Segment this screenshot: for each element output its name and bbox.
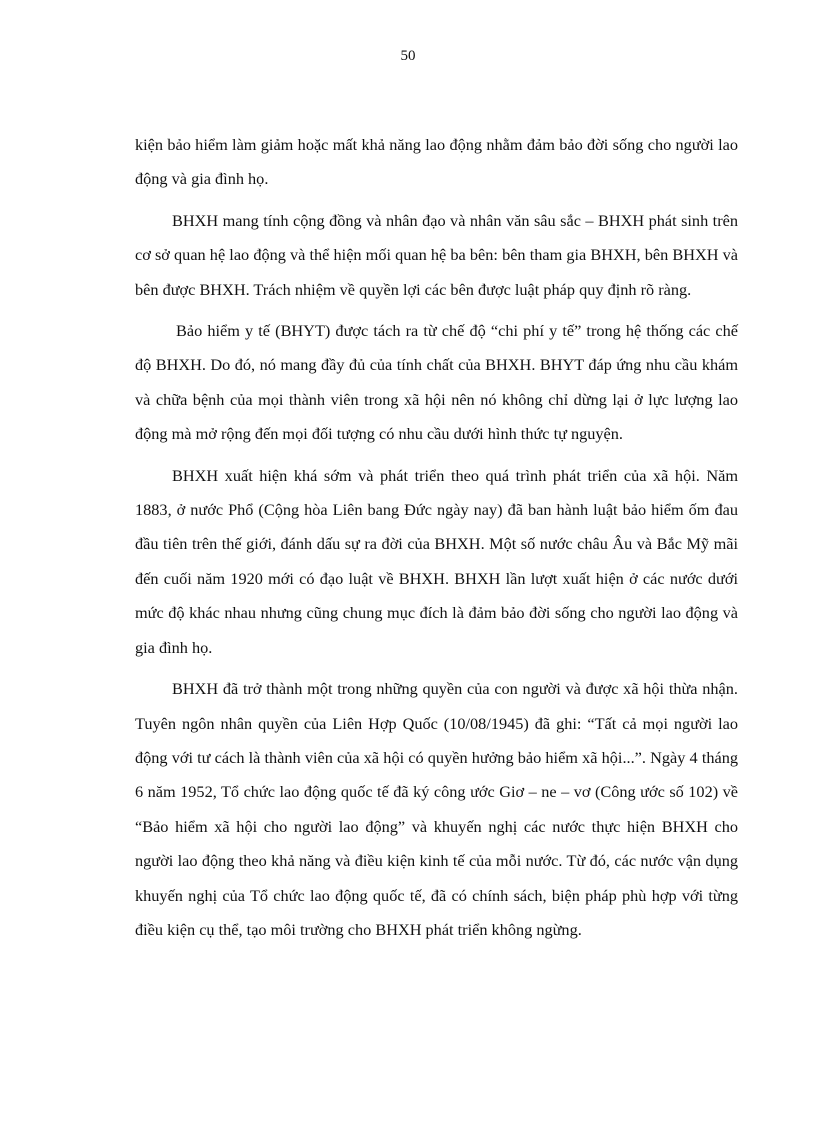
- paragraph-bhyt: Bảo hiểm y tế (BHYT) được tách ra từ chế độ “chi phí y tế” trong hệ thống các chế độ BHXH. Do đó, nó mang đầy đủ của tính chất của BHXH. BHYT đáp ứng nhu cầu khám và chữa bệnh của mọi thành viên trong xã hội nên nó không chỉ dừng lại ở lực lượng lao động mà mở rộng đến mọi đối tượng có nhu cầu dưới hình thức tự nguyện.: [135, 321, 738, 444]
- paragraph-continued: kiện bảo hiểm làm giảm hoặc mất khả năng lao động nhằm đảm bảo đời sống cho người lao động và gia đình họ.: [135, 135, 738, 189]
- page-number: 50: [400, 48, 416, 64]
- paragraph-bhxh-community: BHXH mang tính cộng đồng và nhân đạo và nhân văn sâu sắc – BHXH phát sinh trên cơ sở quan hệ lao động và thể hiện mối quan hệ ba bên: bên tham gia BHXH, bên BHXH và bên được BHXH. Trách nhiệm về quyền lợi các bên được luật pháp quy định rõ ràng.: [135, 210, 738, 299]
- paragraph-bhxh-history: BHXH xuất hiện khá sớm và phát triển theo quá trình phát triển của xã hội. Năm 1883, ở nước Phổ (Cộng hòa Liên bang Đức ngày nay) đã ban hành luật bảo hiểm ốm đau đầu tiên trên thế giới, đánh dấu sự ra đời của BHXH. Một số nước châu Âu và Bắc Mỹ mãi đến cuối năm 1920 mới có đạo luật về BHXH. BHXH lần lượt xuất hiện ở các nước dưới mức độ khác nhau nhưng cũng chung mục đích là đảm bảo đời sống cho người lao động và gia đình họ.: [135, 465, 738, 657]
- paragraph-bhxh-human-rights: BHXH đã trở thành một trong những quyền của con người và được xã hội thừa nhận. Tuyên ngôn nhân quyền của Liên Hợp Quốc (10/08/1945) đã ghi: “Tất cả mọi người lao động với tư cách là thành viên của xã hội có quyền hưởng bảo hiểm xã hội...”. Ngày 4 tháng 6 năm 1952, Tổ chức lao động quốc tế đã ký công ước Giơ – ne – vơ (Công ước số 102) về “Bảo hiểm xã hội cho người lao động” và khuyến nghị các nước thực hiện BHXH cho người lao động theo khả năng và điều kiện kinh tế của mỗi nước. Từ đó, các nước vận dụng khuyến nghị của Tổ chức lao động quốc tế, đã có chính sách, biện pháp phù hợp với từng điều kiện cụ thể, tạo môi trường cho BHXH phát triển không ngừng.: [135, 679, 738, 939]
- document-body: [135, 128, 738, 954]
